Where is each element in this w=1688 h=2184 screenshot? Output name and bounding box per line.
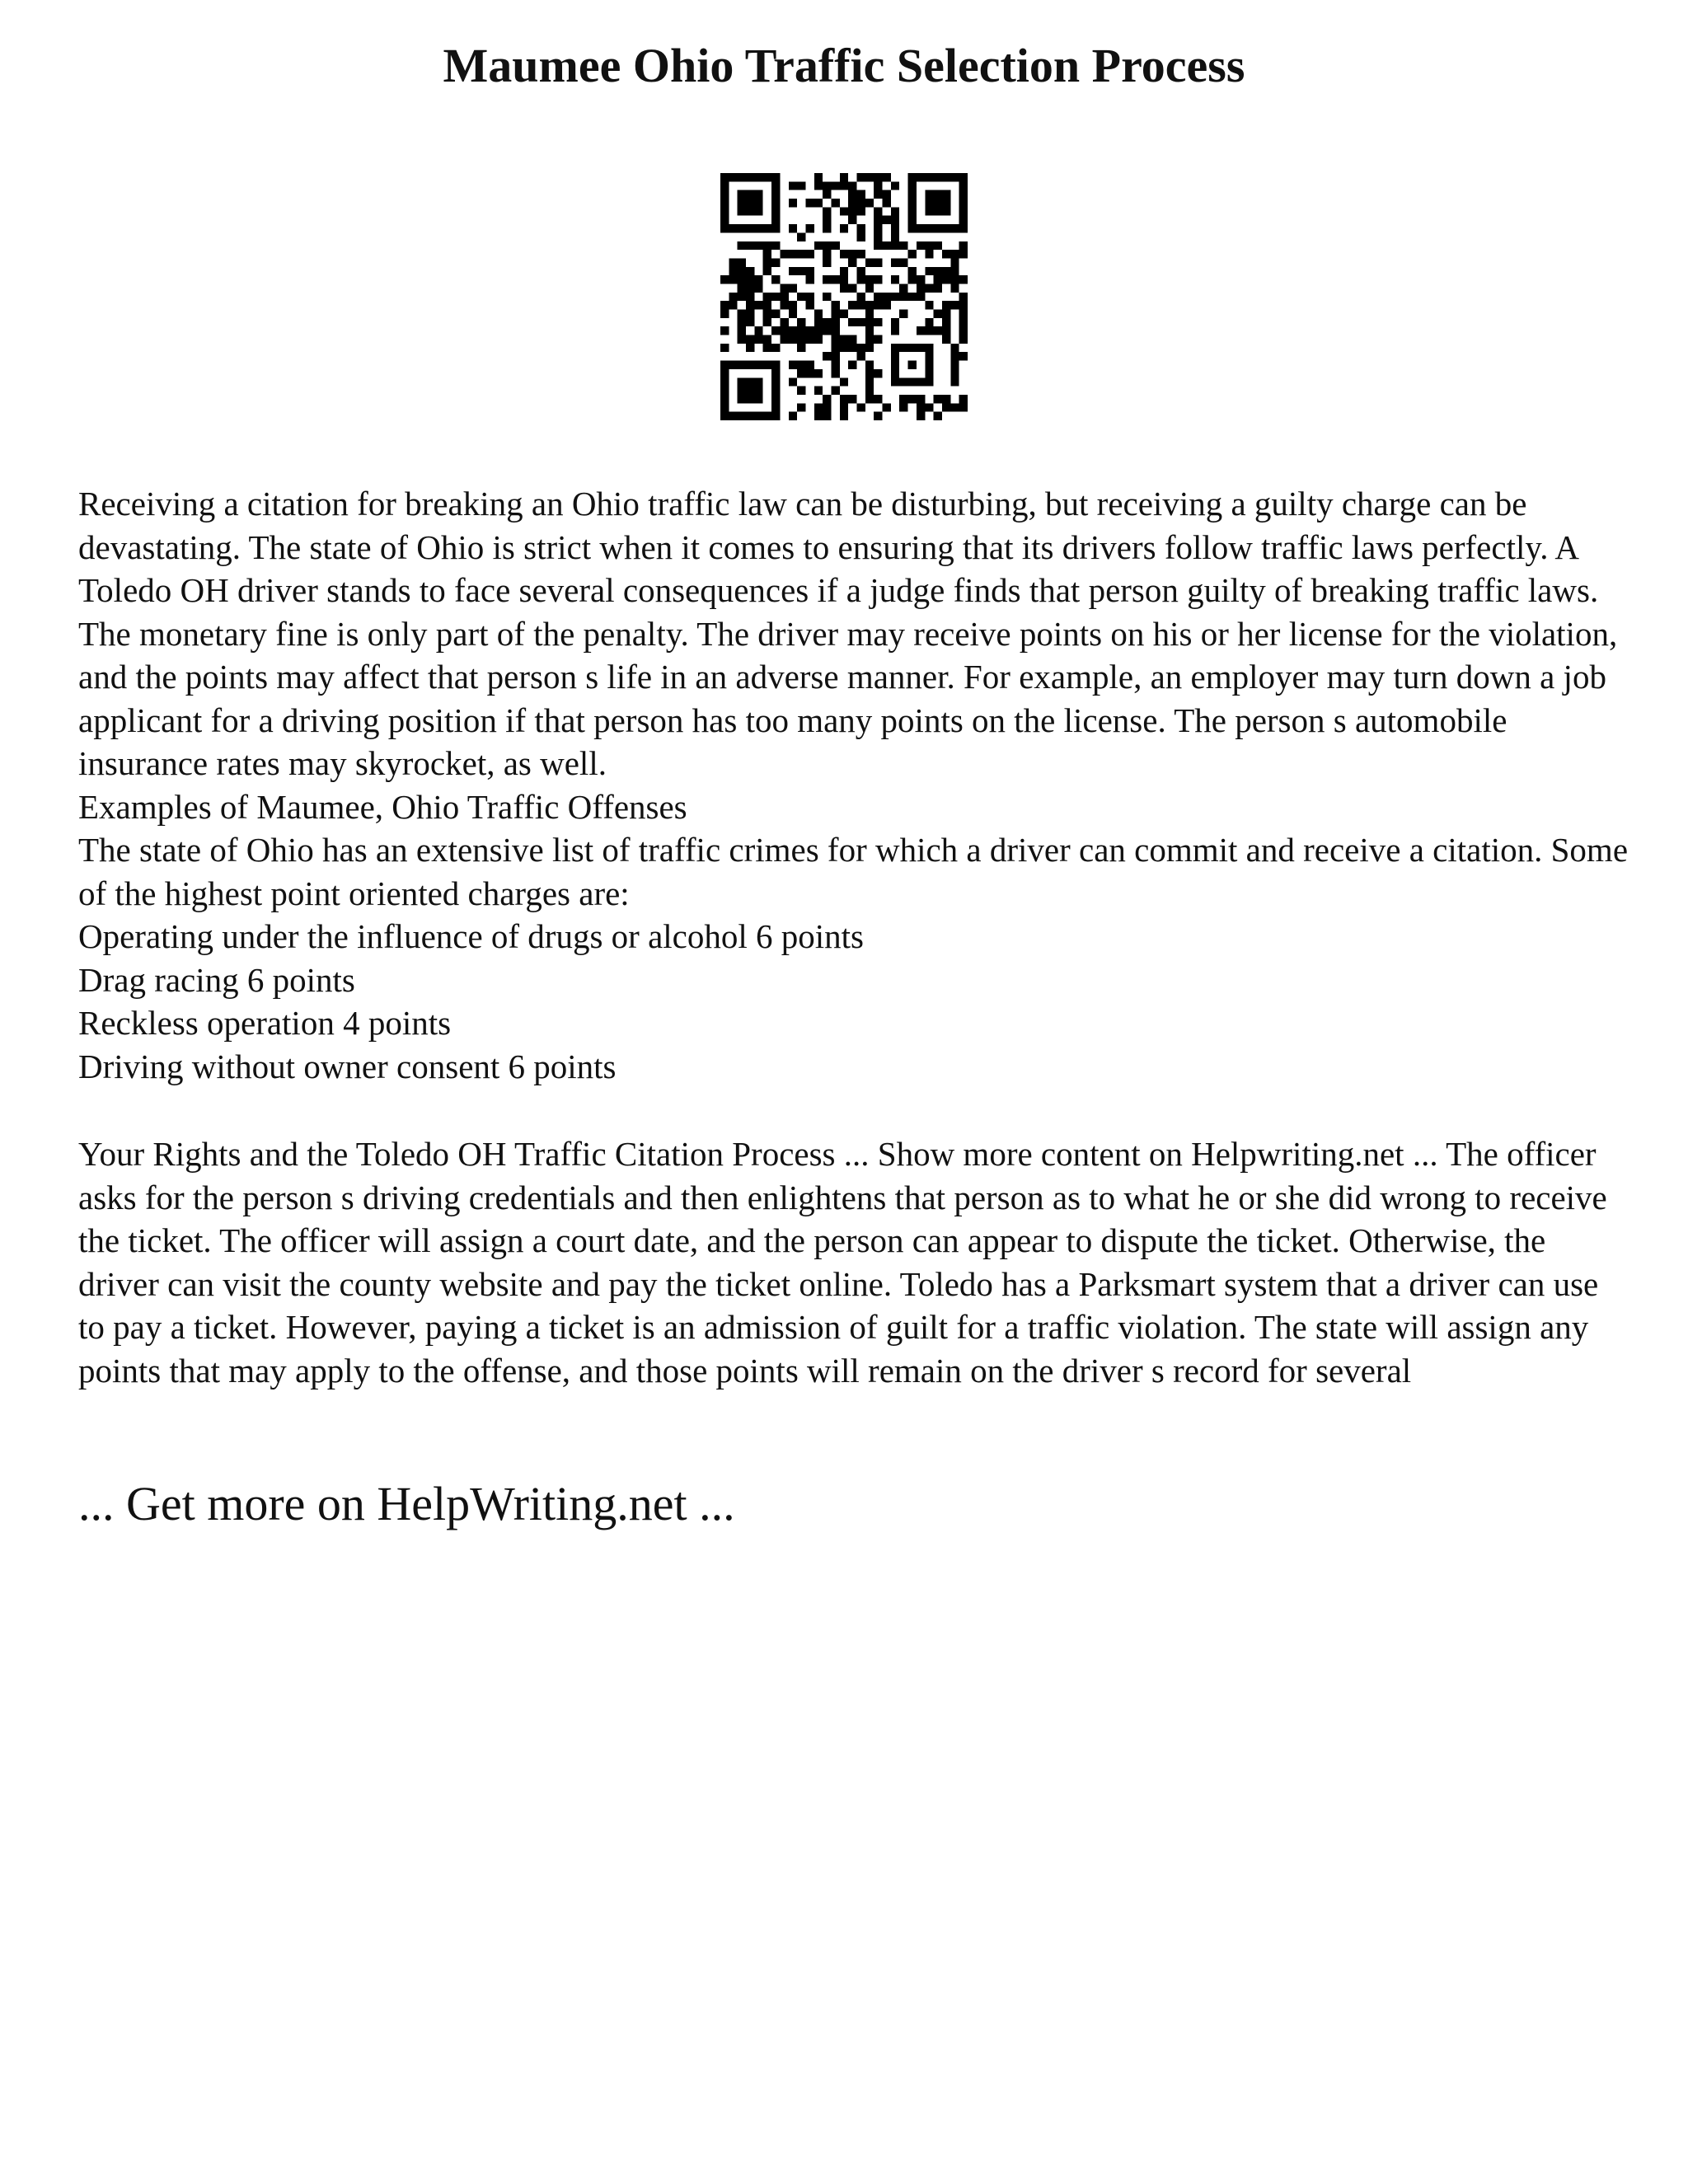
paragraph-gap [78, 1088, 1628, 1132]
offense-item: Driving without owner consent 6 points [78, 1047, 617, 1085]
offense-item: Reckless operation 4 points [78, 1004, 452, 1042]
section-heading: Examples of Maumee, Ohio Traffic Offenses [78, 787, 687, 826]
document-title: Maumee Ohio Traffic Selection Process [443, 39, 1245, 92]
offense-item: Drag racing 6 points [78, 960, 355, 999]
offense-item: Operating under the influence of drugs or alcohol 6 points [78, 917, 864, 955]
qr-code-icon [720, 173, 968, 420]
intro-paragraph: Receiving a citation for breaking an Ohio traffic law can be disturbing, but receiving a guilty charge can be devastating. The state of Ohio is strict when it comes to ensuring that its drivers follow traffic laws perfectly. A Toledo OH driver stands to face several consequences if a judge finds that person guilty of breaking traffic laws. The monetary fine is only part of the penalty. The driver may receive points on his or her license for the violation, and the points may affect that person s life in an adverse manner. For example, an employer may turn down a job applicant for a driving position if that person has too many points on the license. The person s automobile insurance rates may skyrocket, as well. [78, 485, 1618, 782]
second-paragraph: Your Rights and the Toledo OH Traffic Citation Process ... Show more content on Helpwriting.net ... The officer asks for the person s driving credentials and then enlightens that person as to what he or she did wrong to receive the ticket. The officer will assign a court date, and the person can appear to dispute the ticket. Otherwise, the driver can visit the county website and pay the ticket online. Toledo has a Parksmart system that a driver can use to pay a ticket. However, paying a ticket is an admission of guilt for a traffic violation. The state will assign any points that may apply to the offense, and those points will remain on the driver s record for several [78, 1135, 1607, 1390]
document-body [78, 482, 1628, 1392]
get-more-link[interactable]: ... Get more on HelpWriting.net ... [78, 1477, 735, 1530]
section-paragraph: The state of Ohio has an extensive list of traffic crimes for which a driver can commit and receive a citation. Some of the highest point oriented charges are: [78, 831, 1629, 912]
